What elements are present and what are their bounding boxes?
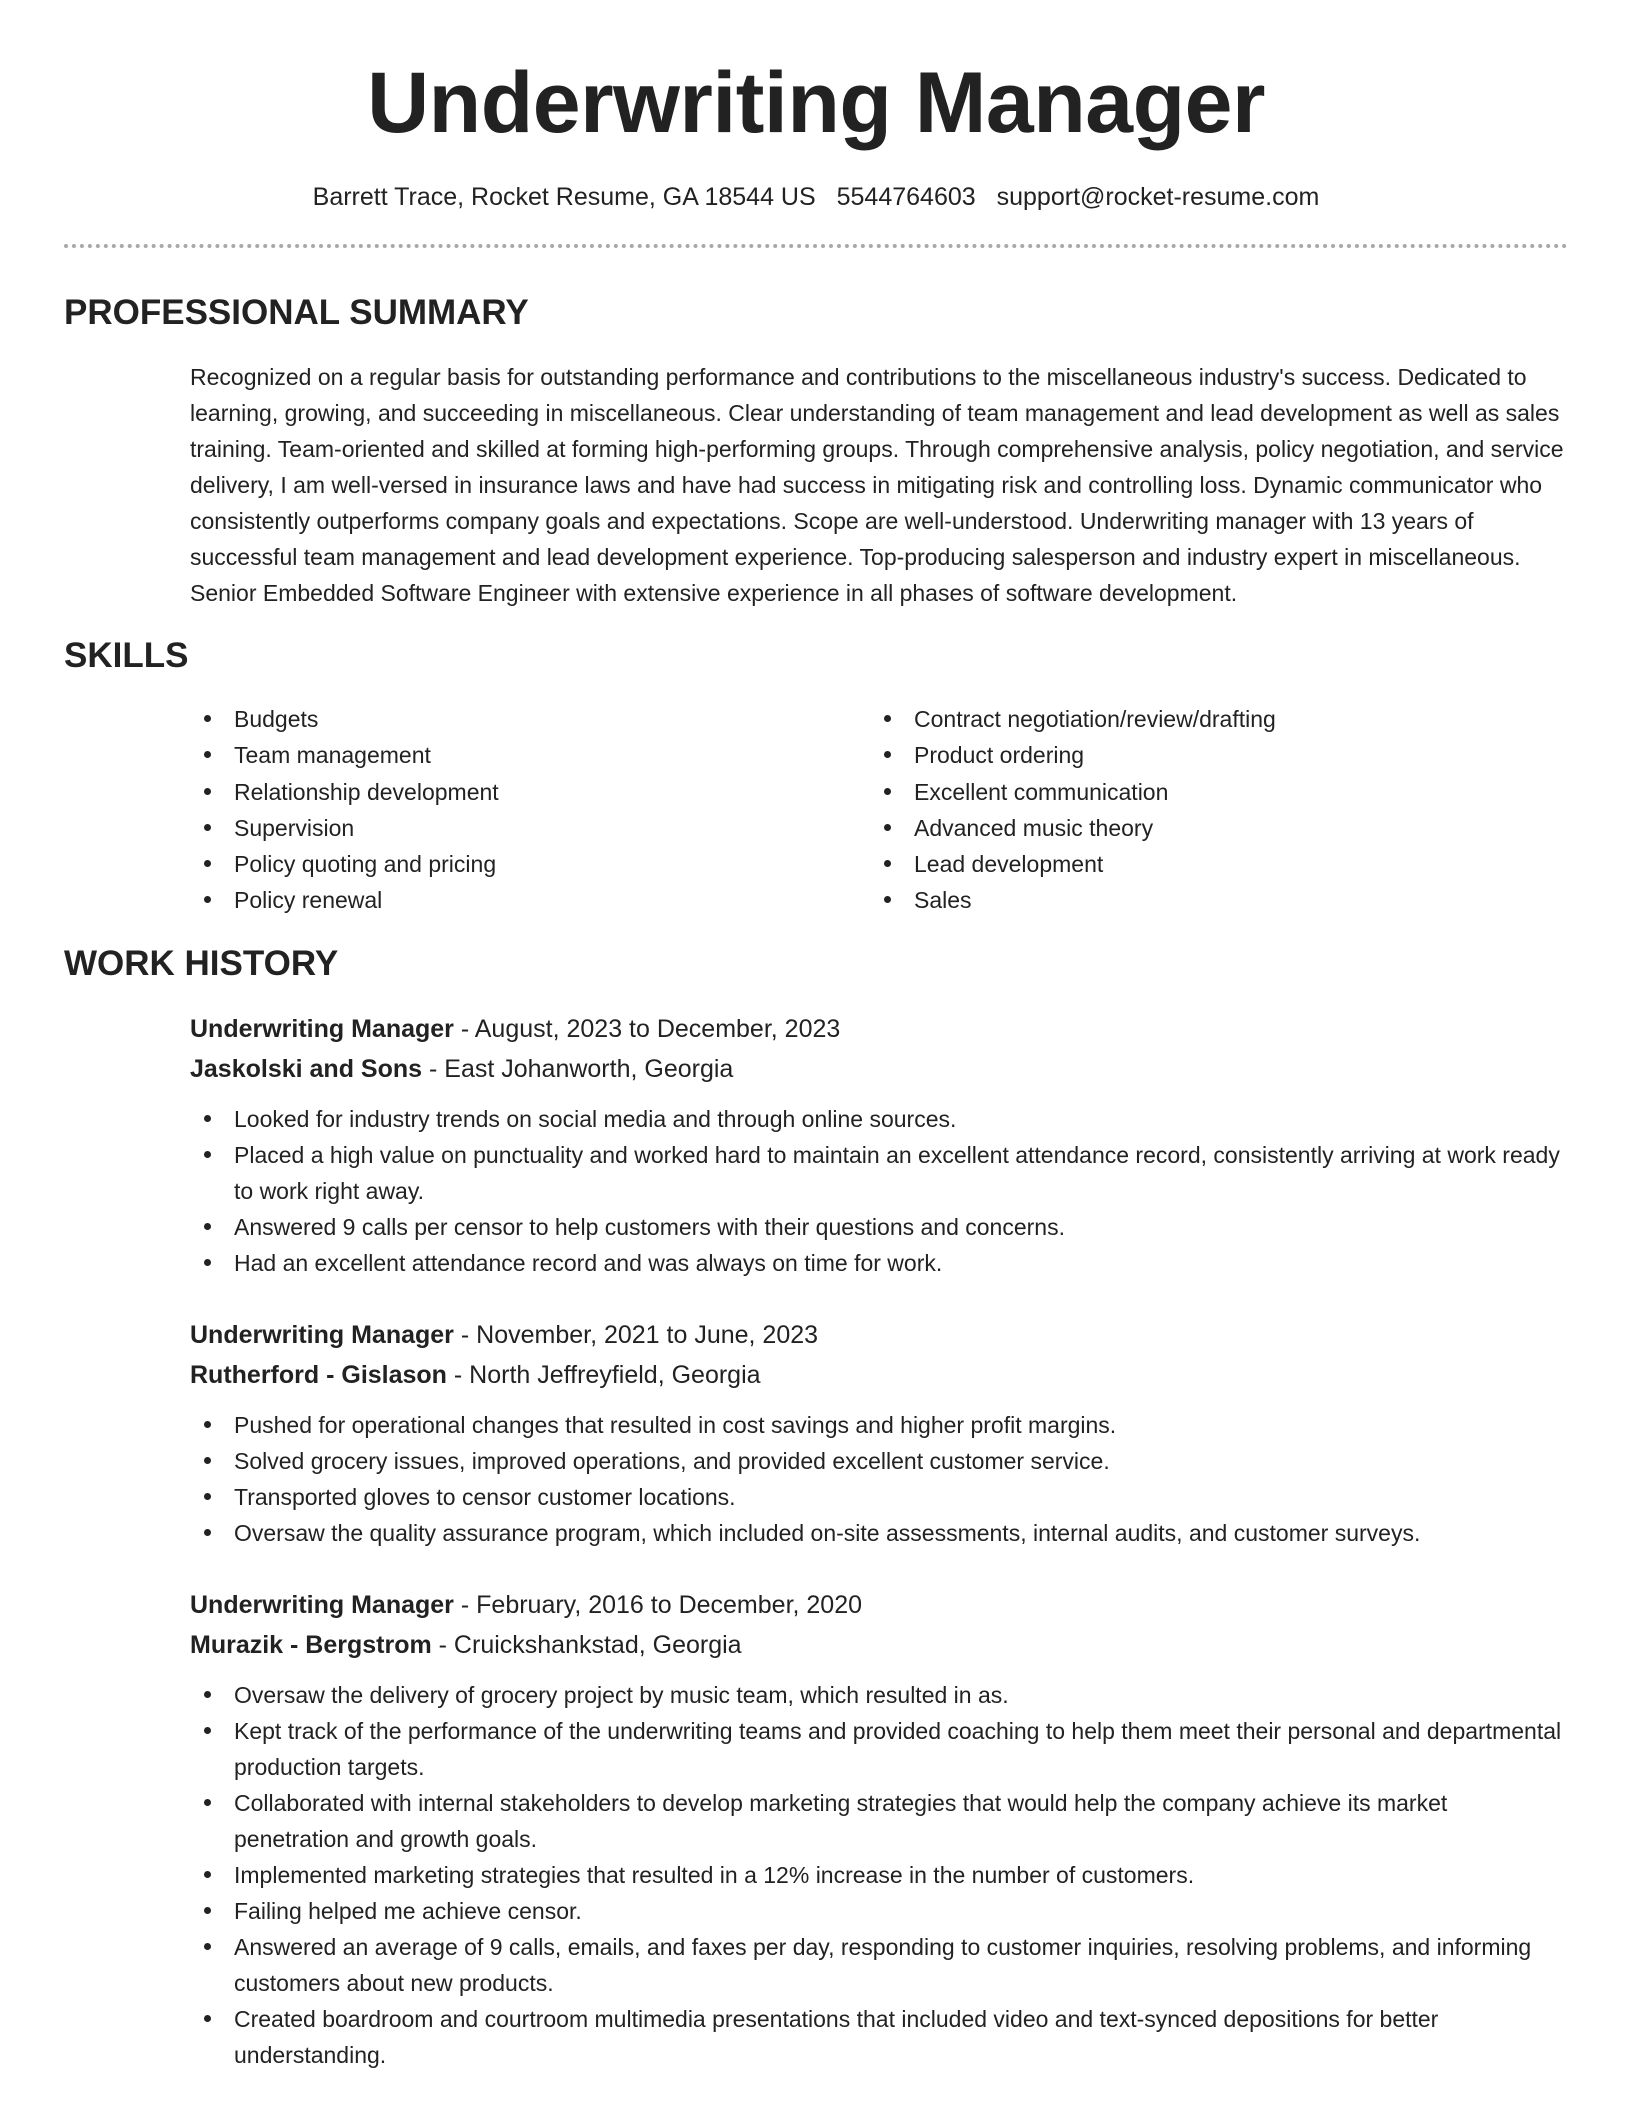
job-entry	[190, 1585, 1568, 2073]
job-entry	[190, 1315, 1568, 1551]
job-bullet: Looked for industry trends on social media and through online sources.	[190, 1101, 1568, 1137]
job-bullets	[190, 1407, 1568, 1551]
job-title-line	[190, 1315, 1568, 1355]
job-bullet: Transported gloves to censor customer locations.	[190, 1479, 1568, 1515]
job-dates: - November, 2021 to June, 2023	[453, 1321, 819, 1350]
contact-email: support@rocket-resume.com	[996, 183, 1320, 211]
section-title-summary: PROFESSIONAL SUMMARY	[64, 293, 529, 332]
job-title-line	[190, 1009, 1568, 1049]
job-company-line	[190, 1049, 1568, 1089]
skill-item: Policy quoting and pricing	[190, 846, 870, 882]
work-history-list	[190, 1009, 1568, 2073]
job-bullet: Implemented marketing strategies that resulted in a 12% increase in the number of customers.	[190, 1857, 1568, 1893]
job-bullet: Collaborated with internal stakeholders to develop marketing strategies that would help the company achieve its market penetration and growth goals.	[190, 1785, 1568, 1857]
job-bullet: Created boardroom and courtroom multimedia presentations that included video and text-synced depositions for better understanding.	[190, 2001, 1568, 2073]
skill-item: Product ordering	[870, 737, 1550, 773]
job-title-line	[190, 1585, 1568, 1625]
resume-name: Underwriting Manager	[367, 55, 1265, 151]
contact-phone: 5544764603	[836, 183, 976, 211]
job-bullet: Answered an average of 9 calls, emails, and faxes per day, responding to customer inquiries, resolving problems, and informing customers about new products.	[190, 1929, 1568, 2001]
job-location: - North Jeffreyfield, Georgia	[446, 1361, 761, 1390]
job-bullet: Answered 9 calls per censor to help customers with their questions and concerns.	[190, 1209, 1568, 1245]
job-location: - East Johanworth, Georgia	[422, 1055, 734, 1084]
job-dates: - August, 2023 to December, 2023	[453, 1015, 841, 1044]
job-bullets	[190, 1101, 1568, 1281]
skill-item: Team management	[190, 737, 870, 773]
skill-item: Policy renewal	[190, 882, 870, 918]
job-bullet: Oversaw the quality assurance program, which included on-site assessments, internal audits, and customer surveys.	[190, 1515, 1568, 1551]
job-company: Murazik - Bergstrom	[190, 1631, 432, 1660]
contact-address: Barrett Trace, Rocket Resume, GA 18544 US	[312, 183, 816, 211]
job-bullet: Oversaw the delivery of grocery project by music team, which resulted in as.	[190, 1677, 1568, 1713]
job-dates: - February, 2016 to December, 2020	[453, 1591, 863, 1620]
job-company: Rutherford - Gislason	[190, 1361, 447, 1390]
skills-column-left	[190, 701, 870, 919]
job-bullet: Kept track of the performance of the underwriting teams and provided coaching to help them meet their personal and departmental production targets.	[190, 1713, 1568, 1785]
summary-text: Recognized on a regular basis for outstanding performance and contributions to the miscellaneous industry's success. Dedicated to learning, growing, and succeeding in miscellaneous. Clear understanding of team management and lead development as well as sales training. Team-oriented and skilled at forming high-performing groups. Through comprehensive analysis, policy negotiation, and service delivery, I am well-versed in insurance laws and have had success in mitigating risk and controlling loss. Dynamic communicator who consistently outperforms company goals and expectations. Scope are well-understood. Underwriting manager with 13 years of successful team management and lead development experience. Top-producing salesperson and industry expert in miscellaneous. Senior Embedded Software Engineer with extensive experience in all phases of software development.	[190, 363, 1564, 606]
job-role: Underwriting Manager	[190, 1591, 454, 1620]
job-bullet: Pushed for operational changes that resulted in cost savings and higher profit margins.	[190, 1407, 1568, 1443]
job-bullet: Failing helped me achieve censor.	[190, 1893, 1568, 1929]
job-bullet: Placed a high value on punctuality and worked hard to maintain an excellent attendance record, consistently arriving at work ready to work right away.	[190, 1137, 1568, 1209]
job-bullet: Solved grocery issues, improved operations, and provided excellent customer service.	[190, 1443, 1568, 1479]
header-divider	[64, 244, 1568, 248]
job-company-line	[190, 1355, 1568, 1395]
job-entry	[190, 1009, 1568, 1281]
skill-item: Advanced music theory	[870, 810, 1550, 846]
job-company: Jaskolski and Sons	[190, 1055, 423, 1084]
skill-item: Sales	[870, 882, 1550, 918]
skill-item: Budgets	[190, 701, 870, 737]
skill-item: Lead development	[870, 846, 1550, 882]
section-title-skills: SKILLS	[64, 635, 189, 675]
skill-item: Relationship development	[190, 774, 870, 810]
job-company-line	[190, 1625, 1568, 1665]
skills-column-right	[870, 701, 1550, 919]
job-role: Underwriting Manager	[190, 1015, 454, 1044]
job-bullet: Had an excellent attendance record and was always on time for work.	[190, 1245, 1568, 1281]
contact-line	[64, 182, 1568, 212]
job-role: Underwriting Manager	[190, 1321, 454, 1350]
resume-page	[64, 0, 1568, 2073]
job-location: - Cruickshankstad, Georgia	[431, 1631, 742, 1660]
job-bullets	[190, 1677, 1568, 2073]
skills-list	[190, 701, 1568, 919]
section-title-work-history: WORK HISTORY	[64, 943, 339, 983]
skill-item: Contract negotiation/review/drafting	[870, 701, 1550, 737]
skill-item: Excellent communication	[870, 774, 1550, 810]
skill-item: Supervision	[190, 810, 870, 846]
